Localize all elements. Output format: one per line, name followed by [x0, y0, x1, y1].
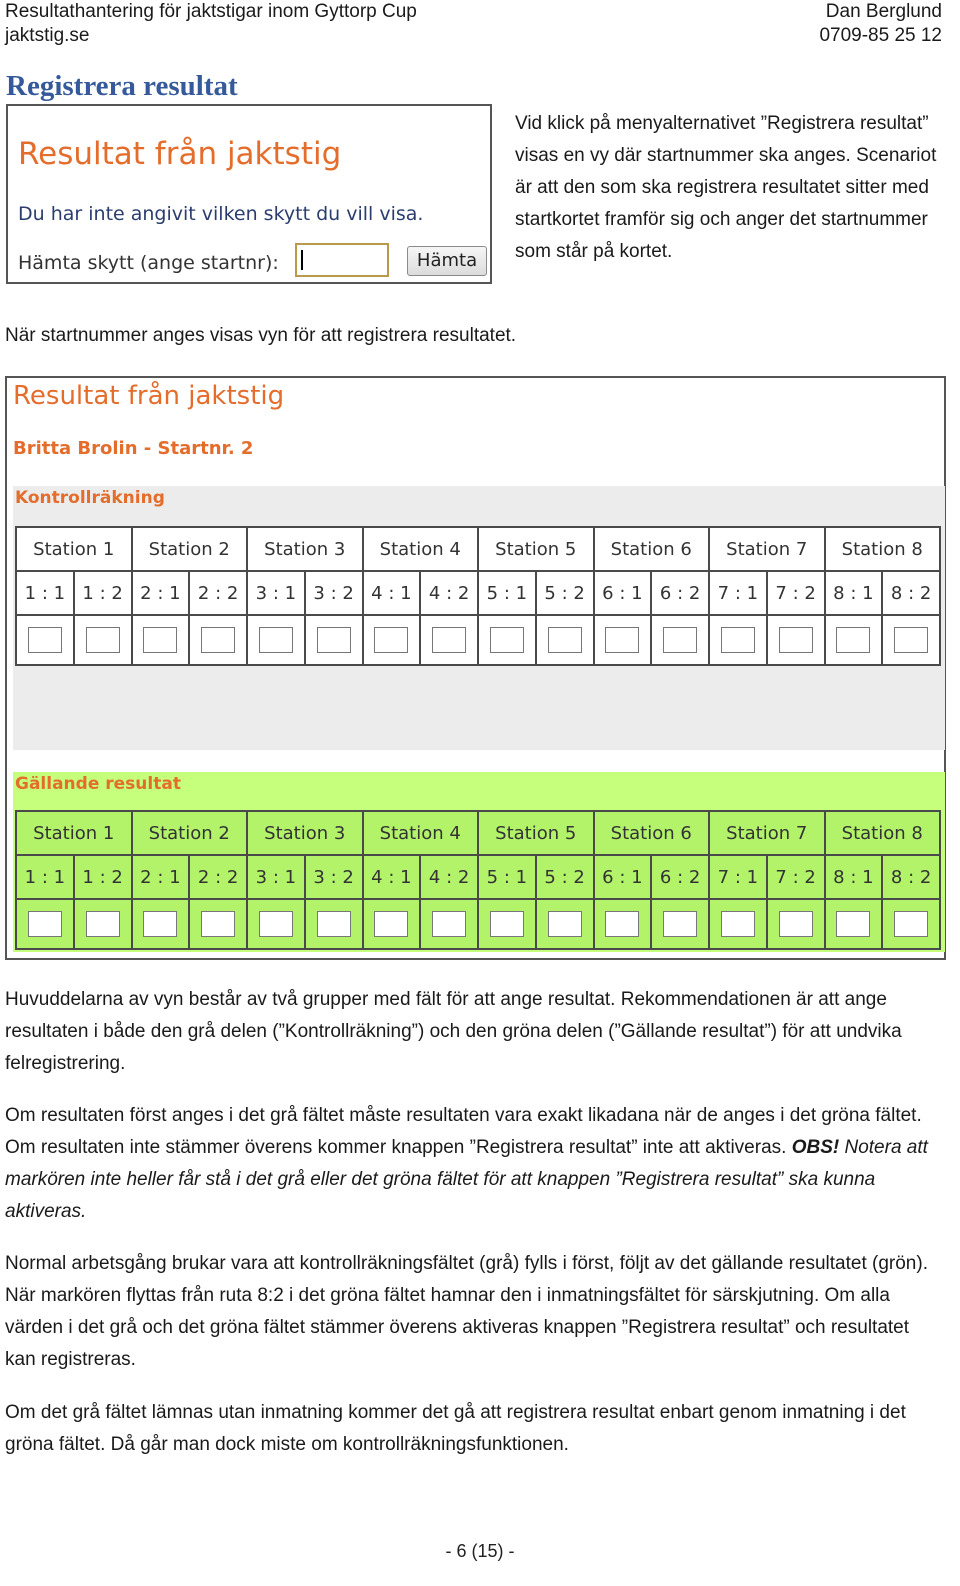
score-input[interactable] — [605, 911, 639, 937]
slot-label: 5 : 1 — [478, 855, 536, 899]
paragraph-2-text: Om resultaten först anges i det grå fältet måste resultaten vara exakt likadana när de anges i det gröna fältet. Om resultaten inte stämmer överens kommer knappen ”Registrera resultat” inte att aktiveras. — [5, 1105, 922, 1158]
score-cell — [305, 615, 363, 665]
score-cell — [363, 899, 421, 949]
slot-label: 1 : 2 — [74, 855, 132, 899]
score-cell — [420, 615, 478, 665]
score-input[interactable] — [143, 911, 177, 937]
header-site: jaktstig.se — [5, 25, 90, 46]
paragraph-3: Normal arbetsgång brukar vara att kontrollräkningsfältet (grå) fylls i först, följt av det gällande resultatet (grön). När markören flyttas från ruta 8:2 i det gröna fältet hamnar den i inmatningsfältet för särskjutning. Om alla värden i det grå och det gröna fältet stämmer överens aktiveras knappen ”Registrera resultat” och resultatet kan registreras. — [5, 1253, 928, 1370]
slot-label: 2 : 1 — [132, 855, 190, 899]
score-cell — [651, 899, 709, 949]
score-cell — [536, 899, 594, 949]
station-header-row — [16, 811, 940, 855]
header-phone: 0709-85 25 12 — [819, 25, 942, 46]
paragraph-2 — [5, 1100, 940, 1228]
score-cell — [709, 899, 767, 949]
score-input[interactable] — [374, 911, 408, 937]
slot-label: 8 : 2 — [882, 855, 940, 899]
score-input[interactable] — [432, 627, 466, 653]
screenshot-title: Resultat från jaktstig — [13, 381, 285, 411]
slot-label: 8 : 1 — [825, 855, 883, 899]
paragraph-4: Om det grå fältet lämnas utan inmatning kommer det gå att registrera resultat enbart genom inmatning i det gröna fältet. Då går man dock miste om kontrollräkningsfunktionen. — [5, 1402, 906, 1455]
score-cell — [594, 899, 652, 949]
start-number-input[interactable] — [295, 243, 389, 277]
score-input[interactable] — [86, 911, 120, 937]
slot-label: 8 : 1 — [825, 571, 883, 615]
score-input[interactable] — [779, 627, 813, 653]
slot-label: 7 : 1 — [709, 571, 767, 615]
score-input[interactable] — [259, 627, 293, 653]
score-cell — [478, 615, 536, 665]
slot-label: 6 : 2 — [651, 855, 709, 899]
score-input[interactable] — [317, 911, 351, 937]
text-caret — [301, 250, 303, 270]
slot-label-row — [16, 571, 940, 615]
station-header: Station 3 — [247, 811, 363, 855]
score-input[interactable] — [894, 627, 928, 653]
slot-label: 7 : 2 — [767, 855, 825, 899]
section-title: Registrera resultat — [6, 70, 238, 102]
screenshot-title: Resultat från jaktstig — [18, 136, 342, 172]
input-row — [16, 899, 940, 949]
shooter-subtitle: Britta Brolin - Startnr. 2 — [13, 438, 254, 459]
intro-line: När startnummer anges visas vyn för att registrera resultatet. — [5, 325, 517, 346]
slot-label: 1 : 2 — [74, 571, 132, 615]
score-cell — [189, 899, 247, 949]
station-header: Station 3 — [247, 527, 363, 571]
control-count-label: Kontrollräkning — [15, 488, 165, 508]
score-cell — [536, 615, 594, 665]
score-cell — [132, 899, 190, 949]
slot-label-row — [16, 855, 940, 899]
score-cell — [16, 899, 74, 949]
slot-label: 3 : 1 — [247, 855, 305, 899]
score-cell — [189, 615, 247, 665]
side-paragraph: Vid klick på menyalternativet ”Registrera resultat” visas en vy där startnummer ska anges. Scenariot är att den som ska registrera resultatet sitter med startkortet framför sig och anger det startnummer som står på kortet. — [515, 113, 937, 262]
score-cell — [825, 899, 883, 949]
station-header: Station 4 — [363, 811, 479, 855]
score-cell — [132, 615, 190, 665]
score-input[interactable] — [143, 627, 177, 653]
score-cell — [767, 899, 825, 949]
station-header: Station 1 — [16, 527, 132, 571]
score-input[interactable] — [779, 911, 813, 937]
score-input[interactable] — [432, 911, 466, 937]
slot-label: 4 : 1 — [363, 571, 421, 615]
paragraph-1: Huvuddelarna av vyn består av två grupper med fält för att ange resultat. Rekommendationen är att ange resultaten i både den grå delen (”Kontrollräkning”) och den gröna delen (”Gällande resultat”) för att undvika felregistrering. — [5, 989, 902, 1074]
score-cell — [594, 615, 652, 665]
score-cell — [305, 899, 363, 949]
station-header: Station 2 — [132, 527, 248, 571]
station-header: Station 8 — [825, 811, 941, 855]
slot-label: 2 : 2 — [189, 571, 247, 615]
fetch-button[interactable]: Hämta — [407, 246, 487, 276]
score-input[interactable] — [894, 911, 928, 937]
score-input[interactable] — [605, 627, 639, 653]
station-header: Station 6 — [594, 811, 710, 855]
paragraph-2-note: Notera att markören inte heller får stå i det grå eller det gröna fältet för att knappen ”Registrera resultat” ska kunna aktiveras. — [5, 1137, 928, 1222]
score-input[interactable] — [836, 627, 870, 653]
station-header: Station 2 — [132, 811, 248, 855]
score-cell — [363, 615, 421, 665]
score-cell — [709, 615, 767, 665]
score-input[interactable] — [548, 627, 582, 653]
score-cell — [882, 899, 940, 949]
start-number-label: Hämta skytt (ange startnr): — [18, 252, 279, 274]
score-input[interactable] — [317, 627, 351, 653]
slot-label: 3 : 1 — [247, 571, 305, 615]
station-header: Station 5 — [478, 527, 594, 571]
current-result-label: Gällande resultat — [15, 774, 181, 794]
score-input[interactable] — [28, 627, 62, 653]
station-header: Station 8 — [825, 527, 941, 571]
score-cell — [247, 899, 305, 949]
station-header: Station 4 — [363, 527, 479, 571]
slot-label: 5 : 2 — [536, 855, 594, 899]
score-cell — [651, 615, 709, 665]
score-cell — [420, 899, 478, 949]
slot-label: 7 : 2 — [767, 571, 825, 615]
score-input[interactable] — [259, 911, 293, 937]
current-result-grid — [15, 810, 941, 950]
input-row — [16, 615, 940, 665]
score-cell — [74, 615, 132, 665]
slot-label: 5 : 2 — [536, 571, 594, 615]
slot-label: 3 : 2 — [305, 855, 363, 899]
slot-label: 3 : 2 — [305, 571, 363, 615]
screenshot-register-result — [5, 376, 946, 960]
slot-label: 8 : 2 — [882, 571, 940, 615]
slot-label: 7 : 1 — [709, 855, 767, 899]
slot-label: 6 : 2 — [651, 571, 709, 615]
score-input[interactable] — [721, 627, 755, 653]
slot-label: 2 : 2 — [189, 855, 247, 899]
score-cell — [767, 615, 825, 665]
score-cell — [882, 615, 940, 665]
station-header: Station 7 — [709, 811, 825, 855]
score-cell — [478, 899, 536, 949]
slot-label: 1 : 1 — [16, 855, 74, 899]
score-input[interactable] — [490, 627, 524, 653]
slot-label: 6 : 1 — [594, 571, 652, 615]
score-input[interactable] — [490, 911, 524, 937]
score-cell — [74, 899, 132, 949]
control-count-section — [13, 486, 945, 750]
page-number: - 6 (15) - — [445, 1541, 515, 1561]
score-input[interactable] — [663, 911, 697, 937]
score-cell — [247, 615, 305, 665]
slot-label: 2 : 1 — [132, 571, 190, 615]
score-input[interactable] — [721, 911, 755, 937]
control-count-grid — [15, 526, 941, 666]
station-header: Station 1 — [16, 811, 132, 855]
screenshot-start-number — [6, 104, 492, 284]
slot-label: 1 : 1 — [16, 571, 74, 615]
header-title: Resultathantering för jaktstigar inom Gyttorp Cup — [5, 1, 417, 22]
score-input[interactable] — [201, 627, 235, 653]
score-input[interactable] — [836, 911, 870, 937]
station-header: Station 7 — [709, 527, 825, 571]
slot-label: 4 : 2 — [420, 855, 478, 899]
score-input[interactable] — [663, 627, 697, 653]
score-input[interactable] — [548, 911, 582, 937]
obs-label: OBS! — [791, 1137, 840, 1158]
slot-label: 4 : 1 — [363, 855, 421, 899]
score-cell — [16, 615, 74, 665]
station-header-row — [16, 527, 940, 571]
station-header: Station 6 — [594, 527, 710, 571]
score-input[interactable] — [201, 911, 235, 937]
score-input[interactable] — [28, 911, 62, 937]
slot-label: 5 : 1 — [478, 571, 536, 615]
screenshot-message: Du har inte angivit vilken skytt du vill visa. — [18, 203, 424, 225]
slot-label: 6 : 1 — [594, 855, 652, 899]
header-author: Dan Berglund — [825, 1, 942, 22]
station-header: Station 5 — [478, 811, 594, 855]
score-input[interactable] — [86, 627, 120, 653]
score-input[interactable] — [374, 627, 408, 653]
score-cell — [825, 615, 883, 665]
slot-label: 4 : 2 — [420, 571, 478, 615]
current-result-section — [13, 772, 945, 952]
